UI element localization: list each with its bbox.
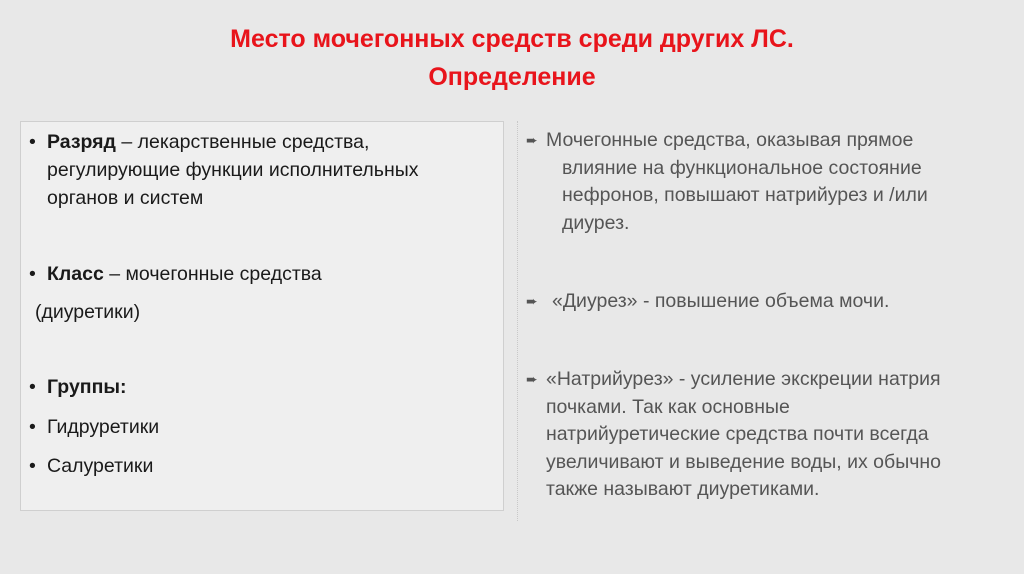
bullet-icon: • (29, 455, 36, 477)
column-divider (517, 121, 518, 521)
arrow-bullet-icon: ➨ (526, 371, 538, 387)
klass-term: Класс (47, 263, 104, 285)
right-item-3-text: «Натрийурез» - усиление экскреции натрия почками. Так как основные натрийуретические средства почти всегда увеличивают и выведение воды, их обычно также называют диуретиками. (546, 368, 941, 500)
gruppy-term: Группы: (47, 376, 127, 398)
arrow-bullet-icon: ➨ (526, 132, 538, 148)
list-item-klass (29, 260, 469, 288)
right-item-1 (526, 127, 966, 237)
list-item-group-2 (29, 452, 469, 480)
title-line-1: Место мочегонных средств среди других ЛС. (230, 25, 794, 53)
list-item-gruppy (29, 373, 469, 401)
slide-title (0, 20, 1024, 96)
arrow-bullet-icon: ➨ (526, 293, 538, 309)
title-line-2: Определение (428, 63, 596, 91)
bullet-icon: • (29, 131, 36, 153)
group-2-label: Салуретики (47, 455, 154, 477)
klass-continuation: (диуретики) (35, 301, 141, 323)
group-1-label: Гидруретики (47, 416, 160, 438)
list-item-group-1 (29, 413, 469, 441)
right-item-1-text: Мочегонные средства, оказывая прямое влияние на функциональное состояние нефронов, повышают натрийурез и /или диурез. (546, 129, 928, 234)
left-content-box (20, 121, 504, 511)
right-item-2-text: «Диурез» - повышение объема мочи. (552, 290, 890, 312)
klass-definition: – мочегонные средства (103, 263, 322, 285)
razryad-term: Разряд (47, 131, 116, 153)
right-item-3 (526, 366, 966, 504)
bullet-icon: • (29, 263, 36, 285)
bullet-icon: • (29, 376, 36, 398)
list-item-razryad (29, 128, 469, 212)
razryad-definition: – лекарственные средства, регулирующие функции исполнительных органов и систем (47, 131, 419, 209)
right-item-2 (526, 288, 986, 316)
bullet-icon: • (29, 416, 36, 438)
